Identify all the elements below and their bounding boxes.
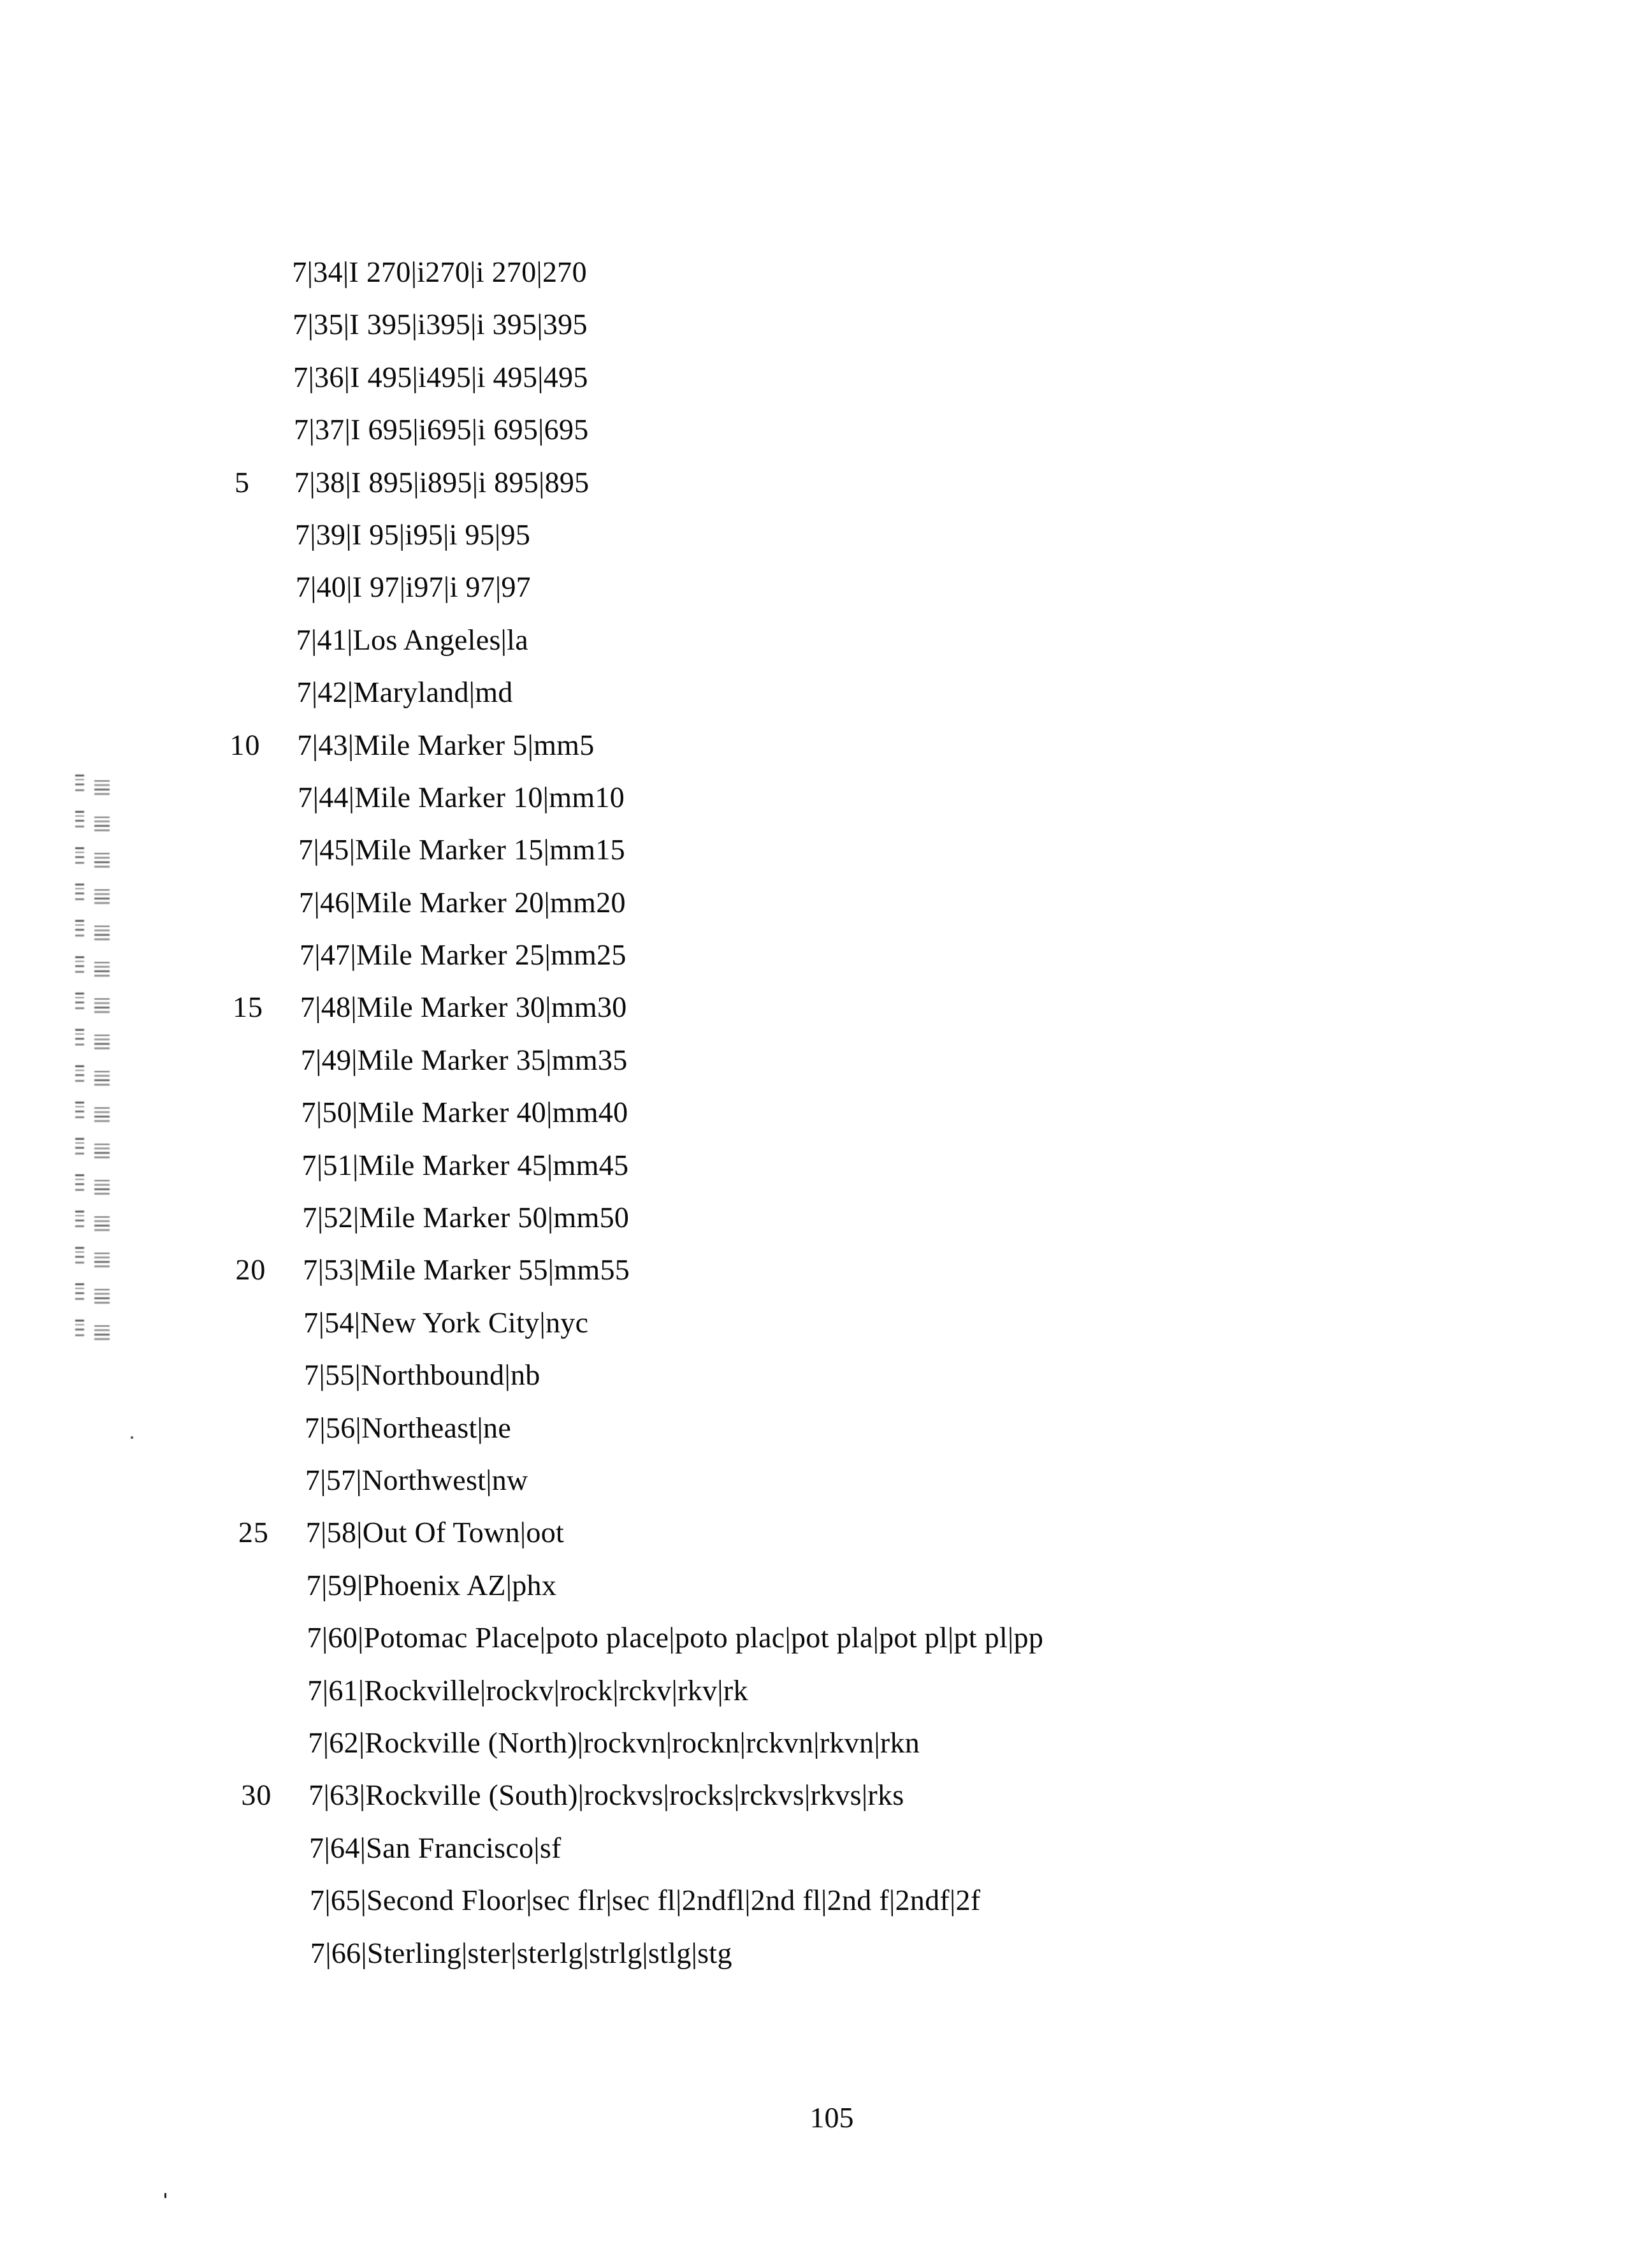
line-text: 7|56|Northeast|ne [304, 1411, 512, 1444]
line-text: 7|46|Mile Marker 20|mm20 [298, 885, 627, 919]
line-text: 7|48|Mile Marker 30|mm30 [300, 991, 627, 1024]
list-line [3, 456, 1652, 509]
list-line [8, 929, 1652, 981]
scan-artifact-speck [164, 2193, 166, 2198]
list-line [2, 404, 1652, 456]
line-text: 7|61|Rockville|rockv|rock|rckv|rkv|rk [307, 1673, 749, 1707]
list-line [1, 298, 1652, 351]
page-number: 105 [809, 2101, 854, 2134]
list-line [16, 1717, 1652, 1769]
line-text: 7|54|New York City|nyc [303, 1306, 589, 1339]
line-text: 7|42|Maryland|md [296, 676, 513, 709]
list-line [17, 1822, 1652, 1874]
list-line [11, 1297, 1652, 1349]
list-line [10, 1191, 1652, 1244]
line-text: 7|53|Mile Marker 55|mm55 [303, 1253, 630, 1286]
line-text: 7|36|I 495|i495|i 495|495 [293, 360, 588, 393]
line-text: 7|63|Rockville (South)|rockvs|rocks|rckvs|rkvs|rks [308, 1779, 904, 1812]
line-text: 7|62|Rockville (North)|rockvn|rockn|rckvn|rkvn|rkn [308, 1726, 920, 1759]
line-text: 7|35|I 395|i395|i 395|395 [293, 308, 588, 341]
margin-line-number: 15 [232, 991, 264, 1024]
line-text: 7|66|Sterling|ster|sterlg|strlg|stlg|stg [310, 1936, 732, 1969]
line-text: 7|49|Mile Marker 35|mm35 [300, 1043, 628, 1076]
list-line [3, 561, 1652, 613]
line-text: 7|58|Out Of Town|oot [305, 1516, 565, 1549]
line-text: 7|40|I 97|i97|i 97|97 [295, 571, 532, 604]
line-text: 7|60|Potomac Place|poto place|poto plac|pot pla|pot pl|pt pl|pp [307, 1621, 1044, 1654]
line-text: 7|65|Second Floor|sec flr|sec fl|2ndfl|2nd fl|2nd f|2ndf|2f [309, 1884, 981, 1917]
list-line [18, 1874, 1652, 1927]
line-text: 7|34|I 270|i270|i 270|270 [292, 256, 588, 288]
line-text: 7|59|Phoenix AZ|phx [306, 1568, 557, 1601]
list-line [18, 1927, 1652, 1979]
line-text: 7|41|Los Angeles|la [296, 623, 529, 656]
list-line [17, 1769, 1652, 1821]
list-line [4, 666, 1652, 718]
line-text: 7|37|I 695|i695|i 695|695 [293, 413, 589, 446]
margin-line-number: 5 [234, 465, 250, 499]
margin-line-number: 10 [229, 728, 261, 761]
line-text: 7|38|I 895|i895|i 895|895 [294, 465, 590, 499]
line-text: 7|64|San Francisco|sf [308, 1831, 562, 1864]
list-line [5, 719, 1652, 771]
list-line [13, 1454, 1652, 1506]
margin-line-number: 20 [235, 1253, 266, 1286]
list-line [7, 877, 1652, 929]
list-line [13, 1402, 1652, 1454]
list-line [0, 246, 1652, 298]
list-line [8, 1034, 1652, 1086]
margin-line-number: 30 [241, 1779, 272, 1812]
scan-artifact-speck [131, 1436, 133, 1439]
margin-line-number: 25 [238, 1516, 270, 1549]
line-text: 7|39|I 95|i95|i 95|95 [294, 518, 531, 551]
list-line [15, 1612, 1652, 1664]
line-text: 7|43|Mile Marker 5|mm5 [297, 728, 595, 761]
list-line [6, 824, 1652, 876]
line-text: 7|52|Mile Marker 50|mm50 [302, 1201, 630, 1234]
list-line [6, 771, 1652, 824]
line-text: 7|50|Mile Marker 40|mm40 [301, 1096, 628, 1129]
line-text: 7|45|Mile Marker 15|mm15 [298, 833, 626, 866]
line-text: 7|55|Northbound|nb [303, 1359, 540, 1392]
line-text: 7|51|Mile Marker 45|mm45 [301, 1148, 629, 1181]
line-text: 7|57|Northwest|nw [305, 1463, 528, 1496]
list-line [9, 1086, 1652, 1139]
list-line [10, 1139, 1652, 1191]
list-line [13, 1506, 1652, 1559]
list-line [4, 614, 1652, 666]
list-line [8, 981, 1652, 1033]
list-line [12, 1349, 1652, 1401]
list-line [11, 1244, 1652, 1296]
line-text: 7|47|Mile Marker 25|mm25 [299, 938, 627, 972]
list-line [3, 509, 1652, 561]
list-line [1, 351, 1652, 404]
line-text: 7|44|Mile Marker 10|mm10 [298, 780, 625, 813]
transcript-line-list [0, 246, 1652, 1979]
list-line [15, 1665, 1652, 1717]
list-line [14, 1559, 1652, 1612]
